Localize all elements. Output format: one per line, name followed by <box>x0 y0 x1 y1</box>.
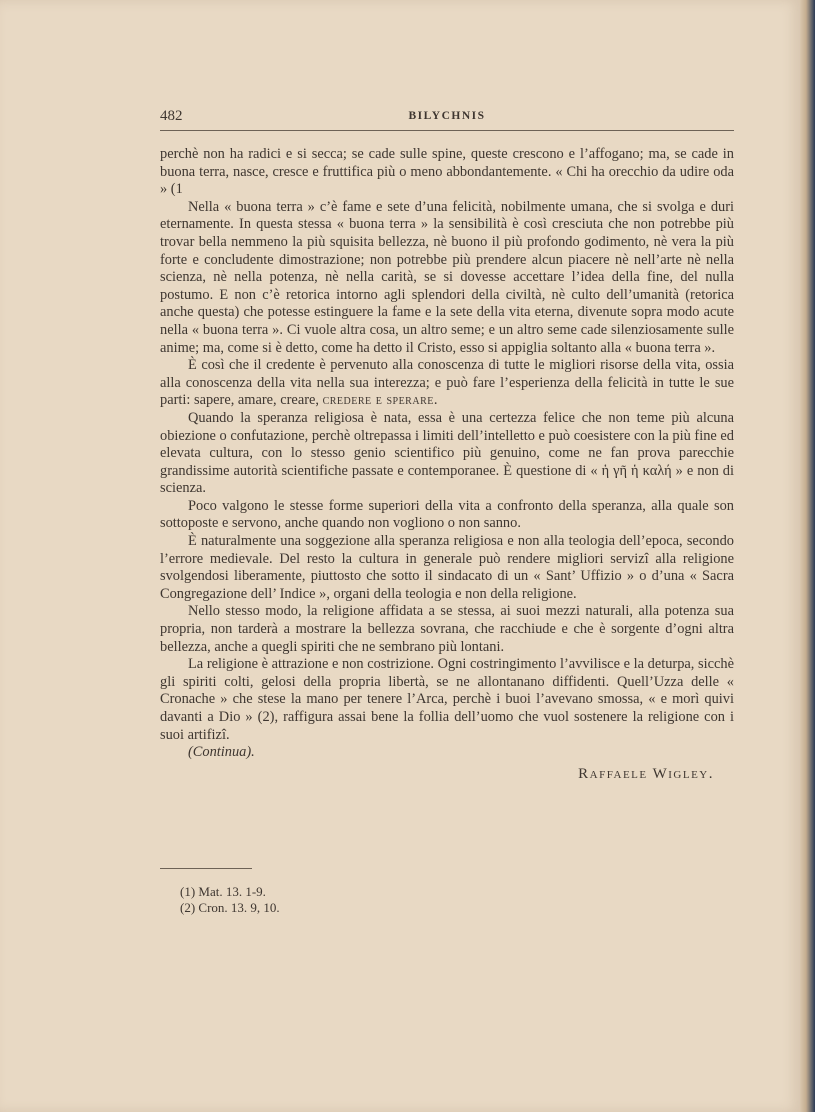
author-signature: Raffaele Wigley. <box>578 765 714 782</box>
continua-text: (Continua). <box>188 744 255 761</box>
paragraph-3 <box>160 357 734 410</box>
footnote-divider <box>160 868 252 869</box>
paragraph-8: La religione è attrazione e non costrizione. Ogni costringimento l’avvilisce e la deturpa, sicchè gli spiriti colti, gelosi della propria libertà, se ne allontanano diffidenti. Quell’Uzza delle « Cronache » che stese la mano per tenere l’Arca, perchè i buoi l’avevano smossa, « e morì quivi davanti a Dio » (2), raffigura assai bene la follia dell’uomo che vuol sostenere la religione con i suoi artifizî. <box>160 656 734 743</box>
page-edge <box>800 0 815 1112</box>
paragraph-2: Nella « buona terra » c’è fame e sete d’una felicità, nobilmente umana, che si svolga e duri eternamente. In questa stessa « buona terra » la sensibilità è così cresciuta che non potrebbe più trovar bella nemmeno la più squisita bellezza, nè buono il più profondo godimento, nè vera la più forte e concludente dimostrazione; non potrebbe più prendere alcun piacere nè nell’arte nè nella scienza, nè nella potenza, nè nella carità, se si dovesse accettare l’idea della fine, del nulla postumo. E non c’è retorica intorno agli splendori della civiltà, nè culto dell’umanità (retorica anche questa) che potesse estinguere la fame e la sete della vita eterna, divenute sopra modo acute nella « buona terra ». Ci vuole altra cosa, un altro seme; e un altro seme cade silenziosamente sulle anime; ma, come si è detto, come ha detto il Cristo, esso si appiglia soltanto alla « buona terra ». <box>160 198 734 356</box>
page-number: 482 <box>160 108 183 124</box>
article-body <box>160 146 734 783</box>
paragraph-4: Quando la speranza religiosa è nata, essa è una certezza felice che non teme più alcuna obiezione o confutazione, perchè oltrepassa i limiti dell’intelletto e può coesistere con la più fine ed elevata cultura, con lo stesso genio scientifico più genuino, come ne fan prova parecchie grandissime autorità scientifiche passate e contemporanee. È questione di « ἡ γῆ ἡ καλή » e non di scienza. <box>160 409 734 497</box>
paragraph-3-end: . <box>433 392 438 409</box>
paragraph-3-text: È così che il credente è pervenuto alla conoscenza di tutte le migliori risorse della vita, ossia alla conoscenza della vita nella sua interezza; e può fare l’esperienza della felicità in tutte le sue parti: sapere, amare, creare, <box>160 357 734 409</box>
paragraph-7: Nello stesso modo, la religione affidata a se stessa, ai suoi mezzi naturali, alla potenza sua propria, non tarderà a mostrare la bellezza sovrana, che racchiude e che è sorgente d’ogni altra bellezza, anche a quegli spiriti che ne sembrano più lontani. <box>160 603 734 655</box>
running-title: BILYCHNIS <box>408 110 486 122</box>
page-header <box>160 108 734 131</box>
paragraph-6: È naturalmente una soggezione alla speranza religiosa e non alla teologia dell’epoca, secondo l’errore medievale. Del resto la cultura in generale può rendere migliori servizî alla religione svolgendosi liberamente, piuttosto che sotto il sindacato di un « Sant’ Uffizio » o d’una « Sacra Congregazione dell’ Indice », organi della teologia e non della religione. <box>160 533 734 602</box>
paragraph-5: Poco valgono le stesse forme superiori della vita a confronto della speranza, alla quale son sottoposte e servono, anche quando non vogliono o non sanno. <box>160 497 734 532</box>
footnotes <box>180 884 280 916</box>
paragraph-1: perchè non ha radici e si secca; se cade sulle spine, queste crescono e l’affogano; ma, se cade in buona terra, nasce, cresce e fruttifica più o meno abbondantemente. « Chi ha orecchio da udire oda » (1 <box>160 146 734 198</box>
continua-note <box>160 744 734 762</box>
paragraph-3-smallcaps: credere e sperare <box>322 392 434 409</box>
footnote-2: (2) Cron. 13. 9, 10. <box>180 900 280 915</box>
footnote-1: (1) Mat. 13. 1-9. <box>180 884 266 899</box>
